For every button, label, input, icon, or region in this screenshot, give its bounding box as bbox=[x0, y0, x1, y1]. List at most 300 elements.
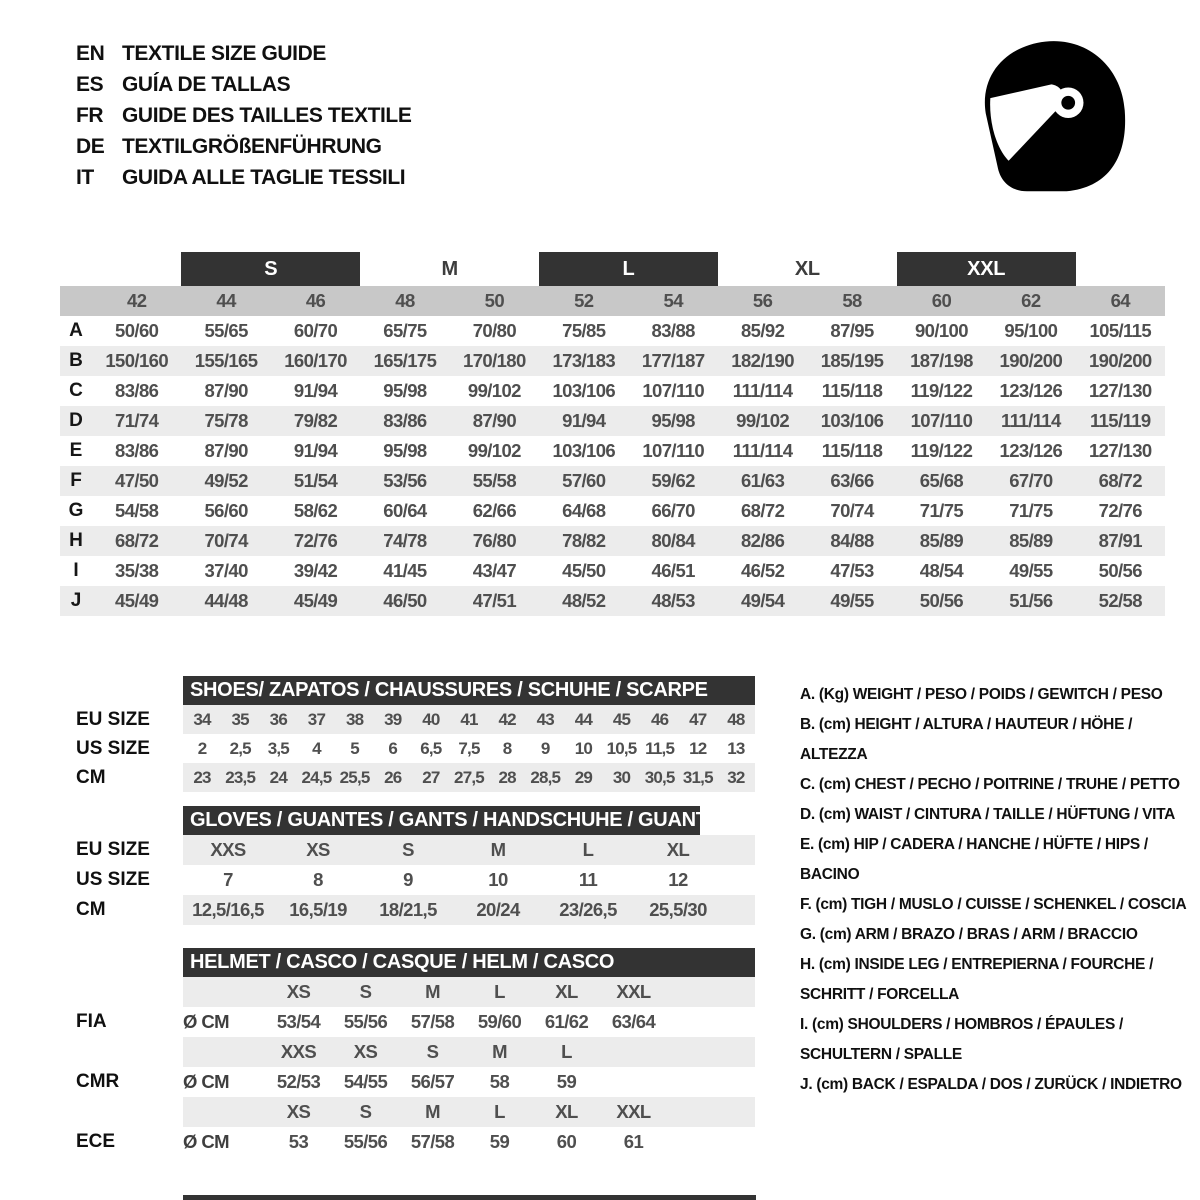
gloves-size-table bbox=[60, 806, 800, 925]
measurement-row-f bbox=[60, 466, 1165, 496]
measurement-value: 68/72 bbox=[115, 530, 159, 551]
legend-entry: I. (cm) SHOULDERS / HOMBROS / ÉPAULES / SCHULTERN / SPALLE bbox=[800, 1016, 1124, 1063]
size-value: 30 bbox=[612, 767, 631, 787]
size-value: 26 bbox=[384, 767, 402, 787]
gloves-rows bbox=[60, 835, 800, 925]
size-cells bbox=[183, 734, 755, 763]
size-value: 39 bbox=[384, 709, 402, 729]
language-title: GUÍA DE TALLAS bbox=[122, 72, 291, 96]
helmet-size-value: 60 bbox=[556, 1131, 577, 1152]
size-value: 44 bbox=[574, 709, 593, 729]
measurement-value: 75/85 bbox=[562, 320, 606, 341]
size-cells bbox=[183, 835, 755, 865]
helmet-size-label: XXS bbox=[280, 1041, 317, 1062]
diameter-unit: Ø CM bbox=[183, 1071, 229, 1092]
size-value: 2 bbox=[197, 738, 207, 758]
measurement-value: 47/51 bbox=[472, 590, 517, 611]
measurement-key: H bbox=[69, 530, 83, 551]
measurement-legend bbox=[800, 680, 1195, 1100]
helmet-size-label: M bbox=[425, 1101, 440, 1122]
measurement-value: 45/49 bbox=[115, 590, 159, 611]
measurement-key: G bbox=[68, 500, 84, 521]
measurement-value: 87/90 bbox=[204, 380, 248, 401]
size-value: 10,5 bbox=[606, 738, 637, 758]
helmet-size-value: 53 bbox=[288, 1131, 309, 1152]
measurement-row-d bbox=[60, 406, 1165, 436]
helmet-size-value: 59 bbox=[556, 1071, 577, 1092]
measurement-value: 71/74 bbox=[115, 410, 159, 431]
language-title: TEXTILGRÖßENFÜHRUNG bbox=[122, 134, 382, 158]
measurement-value: 173/183 bbox=[552, 350, 616, 371]
size-value: 37 bbox=[307, 709, 326, 729]
diameter-unit: Ø CM bbox=[183, 1131, 229, 1152]
size-value: 29 bbox=[574, 767, 593, 787]
measurement-row-g bbox=[60, 496, 1165, 526]
measurement-value: 35/38 bbox=[115, 560, 159, 581]
numeric-size-label: 58 bbox=[842, 290, 862, 311]
row-label: US SIZE bbox=[76, 737, 150, 759]
size-value: 23 bbox=[193, 767, 211, 787]
measurement-value: 66/70 bbox=[651, 500, 695, 521]
measurement-value: 51/54 bbox=[293, 470, 338, 491]
language-code: ES bbox=[76, 72, 104, 96]
measurement-key: J bbox=[70, 590, 82, 611]
measurement-value: 56/60 bbox=[204, 500, 248, 521]
measurement-value: 62/66 bbox=[472, 500, 517, 521]
measurement-row-b bbox=[60, 346, 1165, 376]
measurement-value: 187/198 bbox=[910, 350, 973, 371]
size-value: 25,5 bbox=[339, 767, 370, 787]
numeric-size-label: 48 bbox=[395, 290, 415, 311]
numeric-size-label: 52 bbox=[574, 290, 594, 311]
helmet-size-label: L bbox=[494, 1101, 505, 1122]
helmet-size-label: XL bbox=[555, 1101, 578, 1122]
row-label bbox=[60, 1097, 183, 1127]
measurement-value: 111/114 bbox=[732, 380, 793, 401]
measurement-value: 70/80 bbox=[472, 320, 517, 341]
size-value: 35 bbox=[231, 709, 249, 729]
size-row bbox=[60, 705, 800, 734]
helmet-size-label: XS bbox=[286, 1101, 311, 1122]
legend-entry: C. (cm) CHEST / PECHO / POITRINE / TRUHE / PETTO bbox=[800, 776, 1180, 793]
legend-entry: A. (Kg) WEIGHT / PESO / POIDS / GEWITCH / PESO bbox=[800, 686, 1163, 703]
shoes-rows bbox=[60, 705, 800, 792]
measurement-value: 72/76 bbox=[1098, 500, 1142, 521]
language-code: FR bbox=[76, 103, 104, 127]
language-code: IT bbox=[76, 165, 94, 189]
size-group-header bbox=[60, 252, 1165, 286]
size-value: 10 bbox=[488, 869, 508, 890]
measurement-value: 80/84 bbox=[651, 530, 695, 551]
unit-spacer bbox=[183, 977, 265, 1007]
numeric-size-label: 44 bbox=[216, 290, 236, 311]
size-value: XL bbox=[666, 839, 690, 860]
size-value: 30,5 bbox=[644, 767, 675, 787]
measurement-value: 83/86 bbox=[383, 410, 427, 431]
helmet-values-row bbox=[60, 1127, 800, 1157]
measurement-value: 48/52 bbox=[562, 590, 606, 611]
size-value: 9 bbox=[403, 869, 413, 890]
measurement-value: 107/110 bbox=[642, 440, 705, 461]
measurement-value: 155/165 bbox=[194, 350, 258, 371]
measurement-value: 95/100 bbox=[1004, 320, 1058, 341]
measurement-value: 60/70 bbox=[293, 320, 338, 341]
measurement-value: 65/68 bbox=[919, 470, 964, 491]
helmet-size-value: 58 bbox=[489, 1071, 510, 1092]
helmet-size-value: 57/58 bbox=[410, 1131, 455, 1152]
helmet-size-label: XXL bbox=[616, 1101, 651, 1122]
helmet-size-label: XXL bbox=[616, 981, 651, 1002]
size-value: 42 bbox=[498, 709, 516, 729]
shoes-size-table bbox=[60, 676, 800, 792]
helmet-size-value: 59 bbox=[489, 1131, 510, 1152]
helmet-size-value: 61 bbox=[623, 1131, 644, 1152]
unit-spacer bbox=[183, 1097, 265, 1127]
measurement-value: 95/98 bbox=[383, 440, 427, 461]
size-group-xl: XL bbox=[794, 257, 820, 280]
measurement-value: 72/76 bbox=[293, 530, 338, 551]
size-value: 36 bbox=[269, 709, 287, 729]
numeric-header-spacer bbox=[60, 286, 92, 316]
measurement-value: 68/72 bbox=[1098, 470, 1142, 491]
measurement-value: 78/82 bbox=[562, 530, 606, 551]
helmet-values-row bbox=[60, 1067, 800, 1097]
measurement-value: 107/110 bbox=[910, 410, 973, 431]
size-group-s: S bbox=[181, 252, 360, 286]
helmet-size-table bbox=[60, 948, 800, 1157]
numeric-size-label: 46 bbox=[305, 290, 326, 311]
size-value: 27 bbox=[422, 767, 440, 787]
measurement-value: 91/94 bbox=[293, 440, 338, 461]
measurement-value: 99/102 bbox=[467, 440, 521, 461]
measurement-value: 119/122 bbox=[910, 380, 973, 401]
language-row bbox=[76, 100, 411, 131]
measurement-value: 111/114 bbox=[732, 440, 793, 461]
helmet-values-row bbox=[60, 1007, 800, 1037]
measurement-value: 190/200 bbox=[999, 350, 1063, 371]
measurement-value: 87/90 bbox=[472, 410, 517, 431]
measurement-value: 95/98 bbox=[383, 380, 427, 401]
size-value: 23,5 bbox=[225, 767, 256, 787]
measurement-value: 85/89 bbox=[919, 530, 964, 551]
size-value: XXS bbox=[210, 839, 246, 860]
size-value: 27,5 bbox=[454, 767, 484, 787]
measurement-value: 74/78 bbox=[383, 530, 427, 551]
helmet-size-label: S bbox=[359, 1101, 372, 1122]
legend-entry: F. (cm) TIGH / MUSLO / CUISSE / SCHENKEL / COSCIA bbox=[800, 896, 1187, 913]
legend-entry: B. (cm) HEIGHT / ALTURA / HAUTEUR / HÖHE / ALTEZZA bbox=[800, 716, 1133, 763]
size-value: L bbox=[582, 839, 594, 860]
helmet-size-value: 59/60 bbox=[477, 1011, 522, 1032]
measurement-value: 45/50 bbox=[562, 560, 606, 581]
size-value: 47 bbox=[689, 709, 707, 729]
legend-entry: E. (cm) HIP / CADERA / HANCHE / HÜFTE / HIPS / BACINO bbox=[800, 836, 1148, 883]
measurement-key: F bbox=[70, 470, 82, 491]
measurement-value: 57/60 bbox=[562, 470, 606, 491]
legend-entry: D. (cm) WAIST / CINTURA / TAILLE / HÜFTUNG / VITA bbox=[800, 806, 1176, 823]
measurement-value: 47/53 bbox=[830, 560, 874, 581]
measurement-value: 61/63 bbox=[740, 470, 785, 491]
language-row bbox=[76, 131, 411, 162]
size-row bbox=[60, 763, 800, 792]
measurement-value: 75/78 bbox=[204, 410, 248, 431]
size-cells bbox=[183, 977, 755, 1007]
row-label: CM bbox=[76, 766, 106, 788]
helmet-size-label: L bbox=[494, 981, 505, 1002]
measurement-value: 115/119 bbox=[1089, 410, 1151, 431]
measurement-value: 55/58 bbox=[472, 470, 517, 491]
row-label bbox=[60, 977, 183, 1007]
size-value: 2,5 bbox=[229, 738, 251, 758]
measurement-value: 105/115 bbox=[1089, 320, 1152, 341]
measurement-value: 37/40 bbox=[204, 560, 248, 581]
helmet-sizes-row bbox=[60, 1037, 800, 1067]
helmet-size-label: XS bbox=[353, 1041, 378, 1062]
measurement-value: 83/88 bbox=[651, 320, 695, 341]
measurement-value: 85/89 bbox=[1009, 530, 1053, 551]
measurement-value: 49/55 bbox=[1009, 560, 1053, 581]
helmet-size-label: S bbox=[426, 1041, 439, 1062]
measurement-value: 54/58 bbox=[115, 500, 159, 521]
helmet-size-value: 52/53 bbox=[276, 1071, 321, 1092]
size-value: 12 bbox=[668, 869, 688, 890]
helmet-size-value: 63/64 bbox=[611, 1011, 656, 1032]
size-row bbox=[60, 865, 800, 895]
size-value: 8 bbox=[313, 869, 323, 890]
measurement-key: D bbox=[69, 410, 83, 431]
measurement-value: 165/175 bbox=[373, 350, 437, 371]
measurement-value: 63/66 bbox=[830, 470, 874, 491]
measurement-value: 48/54 bbox=[919, 560, 964, 581]
language-title: GUIDE DES TAILLES TEXTILE bbox=[122, 103, 412, 127]
measurement-value: 39/42 bbox=[293, 560, 338, 581]
helmet-size-label: M bbox=[492, 1041, 507, 1062]
measurement-value: 50/56 bbox=[919, 590, 964, 611]
helmet-size-label: XL bbox=[555, 981, 578, 1002]
language-list bbox=[76, 38, 411, 193]
measurement-value: 107/110 bbox=[642, 380, 705, 401]
apparel-size-table bbox=[60, 252, 1165, 616]
measurement-value: 91/94 bbox=[293, 380, 338, 401]
size-value: 40 bbox=[422, 709, 440, 729]
size-value: 4 bbox=[312, 738, 321, 758]
measurement-value: 49/52 bbox=[204, 470, 248, 491]
cutoff-section-bar bbox=[183, 1195, 756, 1200]
size-value: 20/24 bbox=[476, 899, 520, 920]
size-value: 24,5 bbox=[301, 767, 332, 787]
size-group-xxl: XXL bbox=[897, 252, 1076, 286]
row-label: CM bbox=[76, 899, 106, 920]
standard-label: FIA bbox=[76, 1011, 107, 1032]
size-value: M bbox=[490, 839, 506, 860]
helmet-sizes-row bbox=[60, 977, 800, 1007]
helmet-size-label: L bbox=[561, 1041, 572, 1062]
helmet-size-value: 54/55 bbox=[343, 1071, 388, 1092]
size-value: 7 bbox=[223, 869, 233, 890]
row-label: US SIZE bbox=[76, 869, 150, 890]
helmet-size-value: 57/58 bbox=[410, 1011, 455, 1032]
measurement-key: C bbox=[69, 380, 83, 401]
helmet-size-value: 55/56 bbox=[343, 1011, 388, 1032]
measurement-value: 160/170 bbox=[284, 350, 347, 371]
language-title: GUIDA ALLE TAGLIE TESSILI bbox=[122, 165, 406, 189]
size-value: S bbox=[402, 839, 414, 860]
size-value: 12 bbox=[689, 738, 707, 758]
helmet-sizes-row bbox=[60, 1097, 800, 1127]
measurement-value: 84/88 bbox=[830, 530, 874, 551]
size-value: 5 bbox=[350, 738, 359, 758]
size-value: 41 bbox=[460, 709, 478, 729]
measurement-row-e bbox=[60, 436, 1165, 466]
diameter-unit: Ø CM bbox=[183, 1011, 229, 1032]
measurement-value: 44/48 bbox=[204, 590, 248, 611]
size-cells bbox=[183, 705, 755, 734]
measurement-value: 50/60 bbox=[115, 320, 159, 341]
size-value: 12,5/16,5 bbox=[192, 899, 264, 920]
size-value: 25,5/30 bbox=[649, 899, 707, 920]
measurement-value: 49/54 bbox=[740, 590, 785, 611]
helmet-size-label: XS bbox=[286, 981, 311, 1002]
size-value: 34 bbox=[193, 709, 211, 729]
size-value: 3,5 bbox=[267, 738, 289, 758]
measurement-value: 43/47 bbox=[472, 560, 517, 581]
helmet-size-label: S bbox=[359, 981, 372, 1002]
size-row bbox=[60, 734, 800, 763]
measurement-value: 85/92 bbox=[740, 320, 785, 341]
legend-entry: G. (cm) ARM / BRAZO / BRAS / ARM / BRACCIO bbox=[800, 926, 1138, 943]
measurement-value: 65/75 bbox=[383, 320, 427, 341]
numeric-size-label: 62 bbox=[1021, 290, 1041, 311]
language-code: EN bbox=[76, 41, 105, 65]
measurement-value: 83/86 bbox=[115, 440, 159, 461]
measurement-value: 49/55 bbox=[830, 590, 874, 611]
numeric-size-label: 60 bbox=[931, 290, 952, 311]
size-value: 7,5 bbox=[458, 738, 480, 758]
measurement-value: 48/53 bbox=[651, 590, 695, 611]
size-cells bbox=[183, 1127, 755, 1157]
measurement-value: 70/74 bbox=[830, 500, 874, 521]
measurement-value: 47/50 bbox=[115, 470, 159, 491]
size-value: 16,5/19 bbox=[289, 899, 347, 920]
size-value: 48 bbox=[727, 709, 745, 729]
row-label bbox=[60, 1037, 183, 1067]
measurement-value: 150/160 bbox=[105, 350, 169, 371]
measurement-value: 99/102 bbox=[467, 380, 521, 401]
size-value: 10 bbox=[574, 738, 593, 758]
measurement-value: 170/180 bbox=[463, 350, 526, 371]
gloves-section-header: GLOVES / GUANTES / GANTS / HANDSCHUHE / GUANTI bbox=[183, 806, 700, 835]
language-title: TEXTILE SIZE GUIDE bbox=[122, 41, 326, 65]
standard-label: CMR bbox=[76, 1071, 120, 1092]
numeric-size-label: 56 bbox=[752, 290, 773, 311]
measurement-value: 55/65 bbox=[204, 320, 248, 341]
helmet-size-value: 56/57 bbox=[410, 1071, 455, 1092]
measurement-value: 115/118 bbox=[821, 440, 883, 461]
numeric-size-label: 64 bbox=[1110, 290, 1130, 311]
numeric-size-header bbox=[60, 286, 1165, 316]
size-value: 9 bbox=[540, 738, 550, 758]
size-value: 28 bbox=[498, 767, 516, 787]
apparel-rows bbox=[60, 316, 1165, 616]
measurement-value: 190/200 bbox=[1088, 350, 1152, 371]
measurement-value: 111/114 bbox=[1001, 410, 1061, 431]
measurement-value: 87/91 bbox=[1098, 530, 1142, 551]
measurement-value: 41/45 bbox=[383, 560, 427, 581]
helmet-section-header: HELMET / CASCO / CASQUE / HELM / CASCO bbox=[183, 948, 755, 977]
measurement-value: 103/106 bbox=[552, 380, 616, 401]
measurement-value: 68/72 bbox=[740, 500, 785, 521]
size-cells bbox=[183, 1007, 755, 1037]
size-value: 31,5 bbox=[682, 767, 713, 787]
measurement-value: 123/126 bbox=[999, 440, 1063, 461]
measurement-key: I bbox=[73, 560, 79, 581]
language-row bbox=[76, 69, 411, 100]
measurement-value: 91/94 bbox=[562, 410, 606, 431]
size-value: 32 bbox=[727, 767, 745, 787]
measurement-value: 177/187 bbox=[641, 350, 705, 371]
measurement-key: A bbox=[69, 320, 83, 341]
measurement-value: 46/50 bbox=[383, 590, 427, 611]
legend-entry: H. (cm) INSIDE LEG / ENTREPIERNA / FOURCHE / SCHRITT / FORCELLA bbox=[800, 956, 1154, 1003]
measurement-value: 67/70 bbox=[1009, 470, 1053, 491]
standard-label: ECE bbox=[76, 1131, 116, 1152]
measurement-value: 87/95 bbox=[830, 320, 874, 341]
size-cells bbox=[183, 865, 755, 895]
numeric-size-label: 50 bbox=[484, 290, 505, 311]
measurement-value: 45/49 bbox=[293, 590, 338, 611]
size-value: 46 bbox=[651, 709, 669, 729]
measurement-value: 46/52 bbox=[740, 560, 785, 581]
measurement-value: 51/56 bbox=[1009, 590, 1053, 611]
measurement-value: 52/58 bbox=[1098, 590, 1142, 611]
size-value: 24 bbox=[269, 767, 287, 787]
measurement-value: 103/106 bbox=[820, 410, 884, 431]
measurement-value: 95/98 bbox=[651, 410, 695, 431]
measurement-value: 182/190 bbox=[731, 350, 794, 371]
measurement-value: 71/75 bbox=[919, 500, 964, 521]
language-row bbox=[76, 162, 411, 193]
size-row bbox=[60, 835, 800, 865]
measurement-value: 127/130 bbox=[1088, 440, 1152, 461]
measurement-value: 53/56 bbox=[383, 470, 427, 491]
numeric-size-label: 42 bbox=[127, 290, 147, 311]
measurement-value: 60/64 bbox=[383, 500, 427, 521]
language-code: DE bbox=[76, 134, 105, 158]
measurement-value: 119/122 bbox=[910, 440, 973, 461]
measurement-value: 76/80 bbox=[472, 530, 517, 551]
measurement-value: 82/86 bbox=[740, 530, 785, 551]
measurement-value: 127/130 bbox=[1088, 380, 1152, 401]
measurement-value: 70/74 bbox=[204, 530, 248, 551]
helmet-size-value: 61/62 bbox=[544, 1011, 589, 1032]
size-value: 43 bbox=[536, 709, 554, 729]
measurement-row-h bbox=[60, 526, 1165, 556]
size-cells bbox=[183, 763, 755, 792]
size-cells bbox=[183, 1097, 755, 1127]
measurement-row-c bbox=[60, 376, 1165, 406]
measurement-value: 50/56 bbox=[1098, 560, 1142, 581]
size-cells bbox=[183, 1037, 755, 1067]
size-value: 6 bbox=[388, 738, 398, 758]
measurement-row-j bbox=[60, 586, 1165, 616]
size-value: XS bbox=[306, 839, 330, 860]
unit-spacer bbox=[183, 1037, 265, 1067]
row-label: EU SIZE bbox=[76, 708, 150, 730]
measurement-value: 83/86 bbox=[115, 380, 159, 401]
size-group-l: L bbox=[539, 252, 718, 286]
measurement-value: 185/195 bbox=[820, 350, 884, 371]
measurement-key: B bbox=[69, 350, 83, 371]
